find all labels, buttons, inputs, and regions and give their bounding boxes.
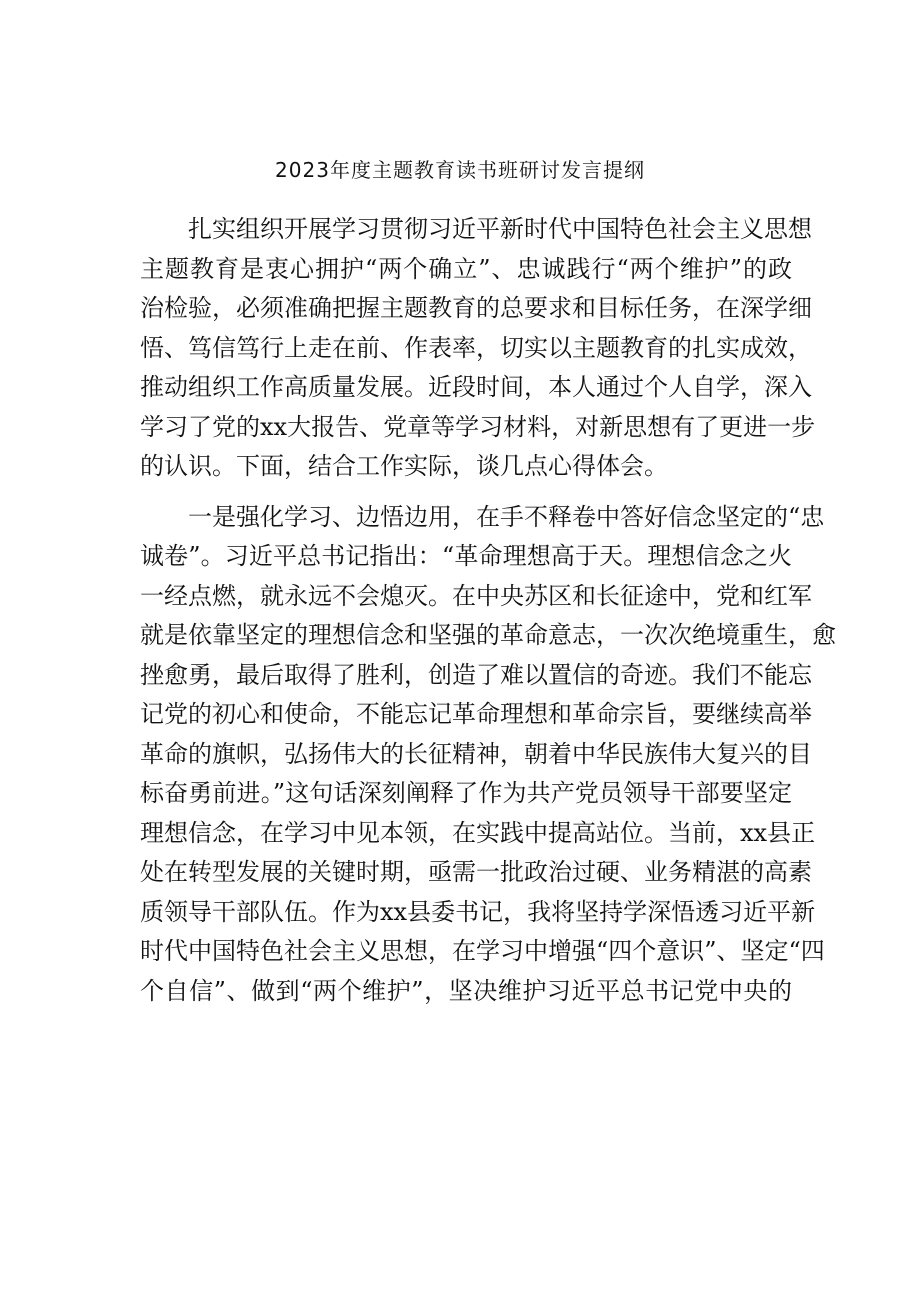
text-line: 一是强化学习、边悟边用，在手不释卷中答好信念坚定的“忠 [140, 502, 825, 531]
text-line: 学习了党的xx大报告、党章等学习材料，对新思想有了更进一步 [140, 412, 816, 441]
text-line: 扎实组织开展学习贯彻习近平新时代中国特色社会主义思想 [140, 215, 812, 243]
text-line: 一经点燃，就永远不会熄灭。在中央苏区和长征途中，党和红军 [140, 581, 812, 610]
text-line: 推动组织工作高质量发展。近段时间，本人通过个人自学，深入 [140, 373, 812, 401]
document-body [140, 210, 836, 1011]
text-line: 诚卷”。习近平总书记指出：“革命理想高于天。理想信念之火 [140, 542, 792, 570]
text-line: 个自信”、做到“两个维护”，坚决维护习近平总书记党中央的 [140, 976, 792, 1005]
text-line: 挫愈勇，最后取得了胜利，创造了难以置信的奇迹。我们不能忘 [140, 660, 812, 689]
text-line: 时代中国特色社会主义思想，在学习中增强“四个意识”、坚定“四 [140, 937, 825, 965]
text-line: 记党的初心和使命，不能忘记革命理想和革命宗旨，要继续高举 [140, 700, 812, 728]
text-line: 治检验，必须准确把握主题教育的总要求和目标任务，在深学细 [140, 294, 812, 322]
text-line: 处在转型发展的关键时期，亟需一批政治过硬、业务精湛的高素 [140, 858, 812, 886]
paragraph-point-one [140, 498, 836, 1012]
paragraph-intro [140, 210, 816, 487]
text-line: 革命的旗帜，弘扬伟大的长征精神，朝着中华民族伟大复兴的目 [140, 739, 812, 768]
text-line: 的认识。下面，结合工作实际，谈几点心得体会。 [140, 452, 668, 480]
text-line: 理想信念，在学习中见本领，在实践中提高站位。当前，xx县正 [140, 818, 816, 847]
text-line: 标奋勇前进。”这句话深刻阐释了作为共产党员领导干部要坚定 [140, 779, 792, 807]
paragraph-gap [140, 487, 792, 498]
document-title: 2023年度主题教育读书班研讨发言提纲 [275, 158, 645, 182]
text-line: 悟、笃信笃行上走在前、作表率，切实以主题教育的扎实成效， [140, 333, 812, 362]
text-line: 质领导干部队伍。作为xx县委书记，我将坚持学深悟透习近平新 [140, 897, 816, 926]
text-line: 就是依靠坚定的理想信念和坚强的革命意志，一次次绝境重生，愈 [140, 621, 836, 649]
text-line: 主题教育是衷心拥护“两个确立”、忠诚践行“两个维护”的政 [140, 254, 792, 283]
